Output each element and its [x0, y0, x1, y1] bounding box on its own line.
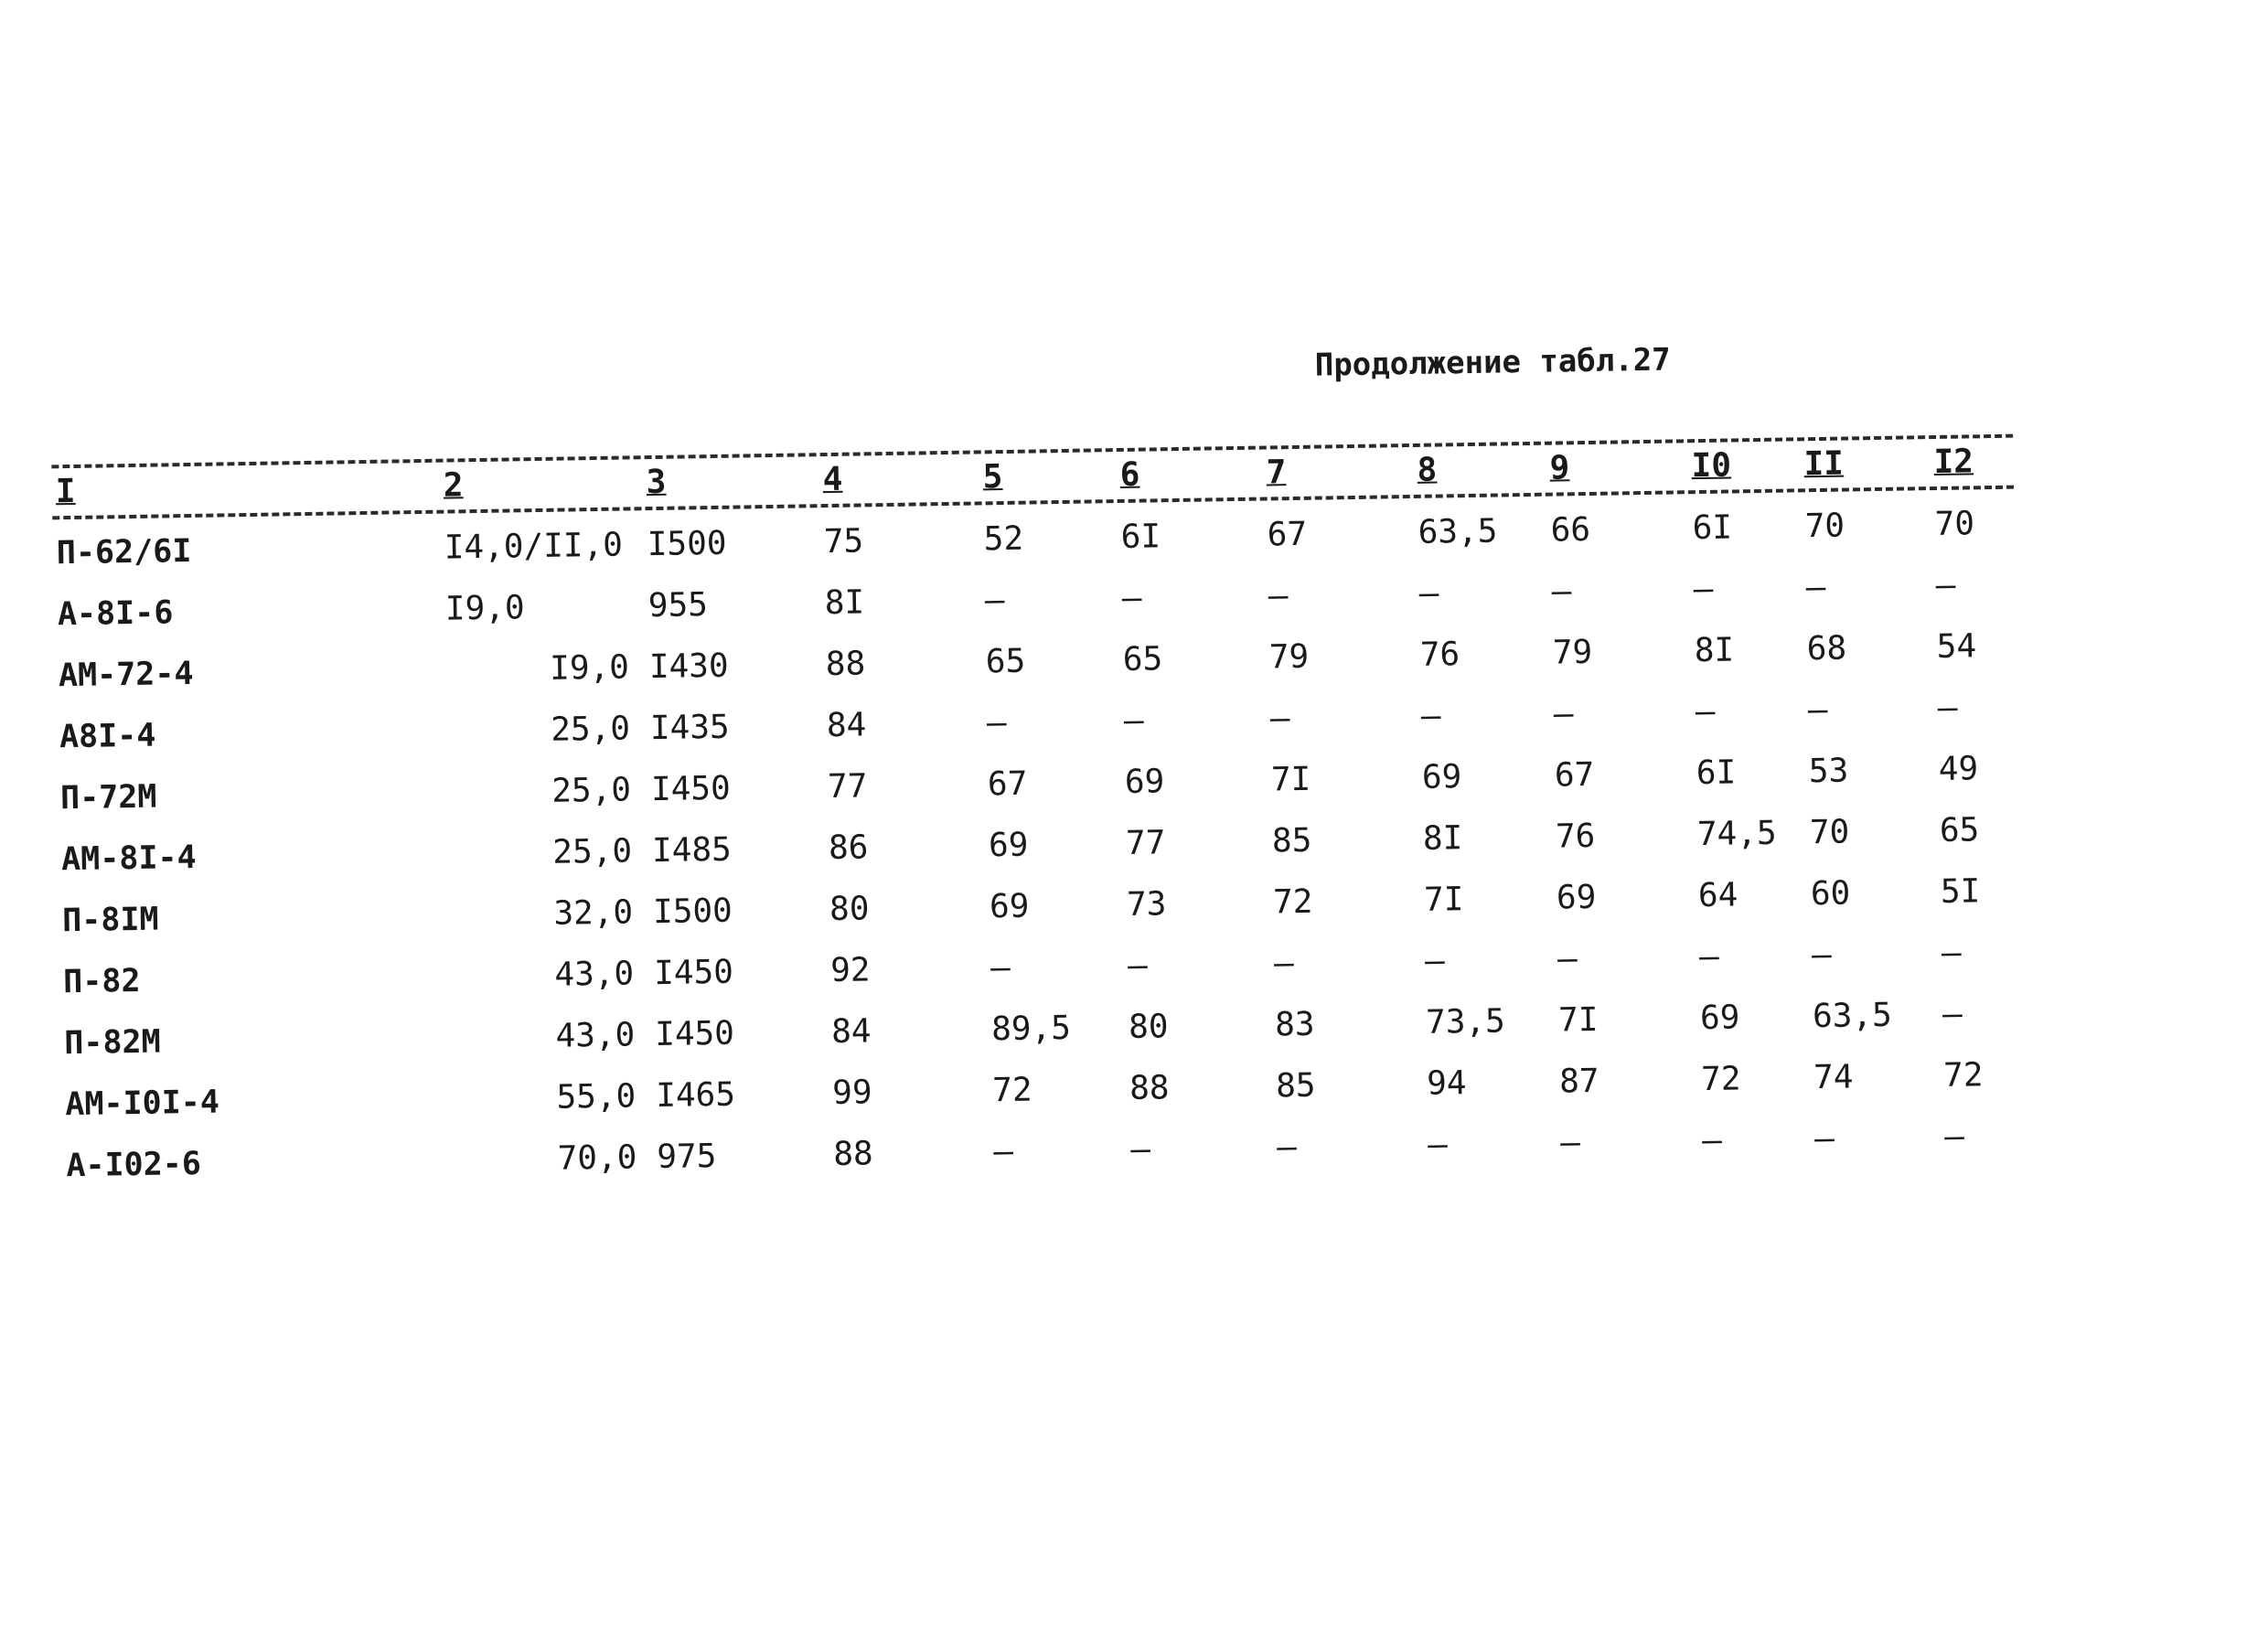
row-label: П-62/6I	[56, 532, 192, 572]
table-cell: I450	[654, 1014, 735, 1054]
table-cell: I4,0/II,0	[444, 526, 624, 567]
table-cell: 80	[829, 890, 870, 929]
table-cell: 88	[825, 645, 866, 684]
table-cell: –	[990, 948, 1011, 988]
table-cell: –	[1418, 574, 1439, 613]
column-header: 3	[646, 463, 667, 502]
row-label: П-72М	[59, 778, 157, 818]
column-header: I	[55, 472, 76, 511]
table-cell: –	[1937, 689, 1958, 727]
table-cell: –	[992, 1132, 1014, 1171]
table-cell: –	[1427, 1126, 1449, 1164]
table-cell: –	[1943, 1117, 1965, 1156]
table-cell: 6I	[1692, 508, 1733, 548]
table-cell: 99	[831, 1074, 872, 1113]
table-cell: 64	[1697, 876, 1738, 915]
table-cell: 83	[1274, 1005, 1315, 1044]
table-cell: –	[1941, 934, 1962, 972]
row-label: А-I02-6	[66, 1145, 202, 1185]
table-cell: 69	[988, 826, 1029, 865]
table-cell: 70	[1804, 507, 1845, 546]
table-cell: 75	[823, 522, 864, 561]
table-cell: –	[1813, 1119, 1835, 1159]
table-cell: –	[1273, 945, 1295, 983]
table-cell: 70,0	[557, 1138, 637, 1178]
table-cell: 65	[1122, 640, 1163, 679]
table-cell: 72	[991, 1071, 1032, 1110]
table-cell: I9,0	[444, 589, 525, 628]
table-cell: 72	[1272, 882, 1313, 922]
row-label: П-82М	[63, 1023, 161, 1063]
table-cell: 6I	[1696, 753, 1737, 793]
table-cell: –	[1557, 940, 1578, 978]
table-cell: –	[984, 582, 1005, 620]
table-cell: 86	[828, 828, 869, 868]
table-cell: 69	[1556, 878, 1597, 917]
column-header: 4	[822, 460, 843, 499]
table-cell: I500	[647, 524, 727, 564]
table-cell: –	[1269, 700, 1290, 738]
table-cell: –	[1276, 1128, 1298, 1167]
table-cell: 55,0	[556, 1077, 637, 1117]
table-cell: 84	[826, 706, 867, 745]
column-header: II	[1803, 444, 1845, 484]
table-cell: –	[1551, 572, 1572, 611]
table-cell: 53	[1808, 752, 1849, 791]
row-label: АМ-72-4	[58, 655, 194, 695]
row-label: П-82	[62, 962, 141, 1001]
table-cell: –	[1420, 697, 1441, 735]
table-cell: –	[1805, 568, 1826, 607]
table-cell: 69	[1124, 763, 1165, 801]
table-cell: –	[1942, 995, 1963, 1033]
table-cell: 25,0	[552, 832, 633, 871]
table-cell: 88	[832, 1135, 873, 1174]
table-cell: 69	[1699, 999, 1740, 1038]
table-cell: 43,0	[555, 1016, 636, 1055]
row-label: А-8I-6	[57, 594, 174, 634]
table-cell: 7I	[1270, 760, 1311, 799]
table-cell: –	[1123, 701, 1144, 740]
table-cell: –	[986, 703, 1007, 743]
table-cell: 60	[1810, 874, 1851, 914]
table-cell: 72	[1700, 1060, 1741, 1099]
table-cell: 70	[1934, 505, 1975, 544]
table-cell: 63,5	[1418, 512, 1498, 551]
table-cell: 7I	[1557, 1000, 1599, 1040]
table-cell: I450	[653, 953, 734, 993]
table-cell: I435	[649, 708, 730, 748]
table-cell: 74	[1813, 1058, 1854, 1097]
table-cell: 5I	[1940, 872, 1981, 911]
table-cell: 85	[1271, 821, 1312, 860]
column-header: 6	[1119, 455, 1140, 494]
table-cell: –	[1553, 695, 1574, 733]
table-cell: 77	[827, 767, 868, 807]
table-cell: –	[1268, 577, 1289, 615]
table-cell: I465	[655, 1075, 736, 1116]
table-cell: –	[1424, 942, 1446, 980]
table-cell: –	[1811, 935, 1833, 975]
table-cell: I485	[651, 830, 733, 871]
table-caption: Продолжение табл.27	[1314, 341, 1672, 384]
table-cell: 65	[985, 642, 1026, 681]
table-cell: 72	[1942, 1056, 1984, 1095]
column-header: 5	[982, 458, 1003, 497]
table-cell: I9,0	[549, 648, 630, 688]
table-cell: 25,0	[551, 771, 632, 810]
row-label: АМ-8I-4	[60, 839, 197, 879]
table-cell: 52	[983, 519, 1024, 559]
column-header: I2	[1933, 443, 1974, 482]
column-header: 7	[1266, 454, 1287, 492]
table-cell: 63,5	[1812, 996, 1893, 1036]
row-label: АМ-I0I-4	[65, 1084, 220, 1124]
table-cell: 955	[647, 586, 709, 625]
table-cell: 73,5	[1425, 1002, 1506, 1042]
table-cell: 49	[1938, 750, 1979, 788]
table-cell: 7I	[1423, 881, 1464, 919]
table-cell: 65	[1939, 811, 1980, 850]
column-header: 2	[443, 466, 464, 505]
column-header: 9	[1549, 449, 1570, 487]
table-cell: –	[1121, 579, 1142, 617]
table-cell: –	[1127, 946, 1149, 985]
table-cell: 69	[1421, 758, 1462, 796]
table-cell: 88	[1129, 1069, 1170, 1107]
table-cell: 80	[1128, 1008, 1169, 1046]
table-cell: 54	[1936, 627, 1977, 666]
table-cell: I500	[652, 892, 733, 932]
column-header: 8	[1417, 451, 1438, 489]
table-cell: 8I	[1694, 631, 1735, 670]
table-cell: 76	[1419, 636, 1460, 674]
table-cell: 25,0	[550, 710, 631, 749]
table-cell: 68	[1806, 629, 1847, 668]
table-cell: –	[1559, 1124, 1581, 1162]
column-header: I0	[1691, 446, 1732, 486]
table-cell: I450	[650, 769, 732, 809]
table-cell: 66	[1550, 510, 1591, 550]
table-cell: 43,0	[554, 955, 635, 994]
table-cell: 94	[1426, 1064, 1467, 1103]
table-cell: 8I	[824, 583, 865, 623]
table-cell: –	[1807, 690, 1828, 730]
table-cell: 6I	[1120, 518, 1161, 556]
table-cell: 76	[1555, 817, 1596, 856]
table-cell: 77	[1125, 824, 1166, 862]
table-cell: 84	[830, 1012, 872, 1052]
row-label: А8I-4	[59, 717, 156, 756]
row-label: П-8IМ	[61, 901, 159, 940]
table-cell: –	[1701, 1121, 1723, 1160]
table-cell: 73	[1126, 885, 1167, 924]
table-cell: 32,0	[553, 893, 634, 933]
table-cell: 8I	[1422, 819, 1463, 858]
table-cell: 92	[829, 951, 871, 990]
table-cell: 67	[987, 764, 1028, 804]
table-cell: –	[1935, 566, 1956, 605]
table-cell: 70	[1809, 813, 1850, 852]
table-cell: 74,5	[1696, 814, 1777, 854]
table-cell: –	[1695, 692, 1716, 732]
table-cell: 67	[1267, 515, 1308, 554]
table-cell: I430	[648, 647, 729, 687]
table-cell: –	[1129, 1130, 1151, 1169]
table-cell: –	[1698, 937, 1720, 977]
table-cell: 79	[1268, 637, 1310, 677]
table-cell: –	[1693, 570, 1714, 609]
table-cell: 975	[657, 1138, 717, 1177]
table-cell: 85	[1275, 1066, 1316, 1106]
table-cell: 67	[1554, 755, 1595, 795]
table-cell: 79	[1552, 633, 1593, 672]
table-cell: 87	[1558, 1062, 1599, 1101]
table-cell: 69	[989, 887, 1030, 926]
table-cell: 89,5	[990, 1009, 1072, 1049]
